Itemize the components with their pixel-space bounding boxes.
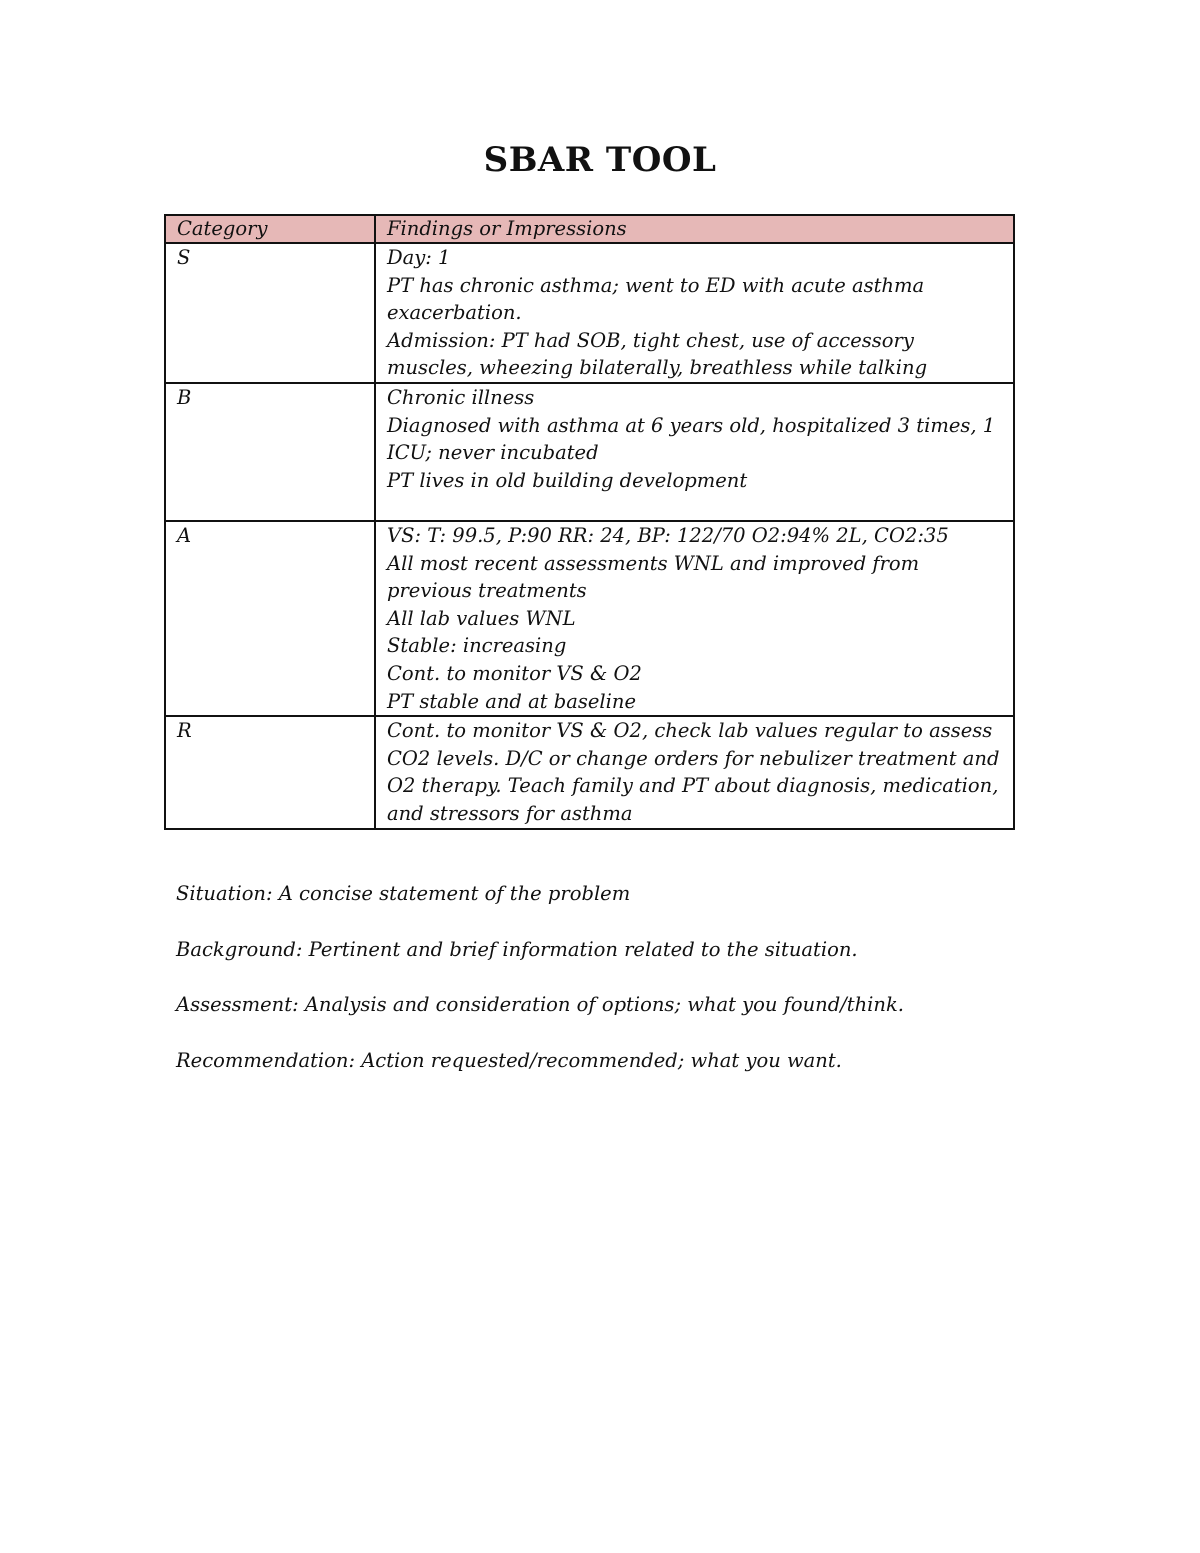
- findings-line: Cont. to monitor VS & O2, check lab values regular to assess CO2 levels. D/C or change orders for nebulizer treatment and O2 therapy. Teach family and PT about diagnosis, medication, and stressors for asthma: [387, 719, 1000, 825]
- note-situation: Situation: A concise statement of the problem: [176, 882, 631, 905]
- findings-line: PT lives in old building development: [387, 468, 748, 492]
- header-findings: Findings or Impressions: [375, 215, 1014, 243]
- page-title: SBAR TOOL: [483, 140, 717, 180]
- findings-line: Stable: increasing: [387, 634, 567, 658]
- note-background: Background: Pertinent and brief information related to the situation.: [176, 937, 858, 961]
- findings-cell: [375, 243, 1014, 383]
- category-cell: B: [165, 383, 375, 521]
- table-row-recommendation: [165, 716, 1014, 828]
- findings-line: All most recent assessments WNL and improved from previous treatments: [387, 551, 920, 603]
- category-cell: A: [165, 521, 375, 716]
- table-header-row: [165, 215, 1014, 243]
- category-cell: S: [165, 243, 375, 383]
- findings-line: Admission: PT had SOB, tight chest, use of accessory muscles, wheezing bilaterally, breathless while talking: [387, 328, 928, 380]
- sbar-definitions: [176, 880, 1076, 1102]
- findings-cell: [375, 383, 1014, 521]
- table-row-situation: [165, 243, 1014, 383]
- findings-line: Chronic illness: [387, 385, 535, 409]
- findings-line: VS: T: 99.5, P:90 RR: 24, BP: 122/70 O2:94% 2L, CO2:35: [387, 523, 949, 547]
- category-cell: R: [165, 716, 375, 828]
- findings-line: Cont. to monitor VS & O2: [387, 661, 642, 685]
- findings-cell: [375, 716, 1014, 828]
- findings-line: PT stable and at baseline: [387, 689, 637, 713]
- findings-line: All lab values WNL: [387, 606, 576, 630]
- findings-line: Day: 1: [387, 246, 451, 269]
- header-category: Category: [165, 215, 375, 243]
- note-recommendation: Recommendation: Action requested/recommended; what you want.: [176, 1048, 842, 1072]
- note-assessment: Assessment: Analysis and consideration of options; what you found/think.: [176, 993, 904, 1016]
- table-row-assessment: [165, 521, 1014, 716]
- sbar-table: [164, 214, 1015, 830]
- table-row-background: [165, 383, 1014, 521]
- findings-line: Diagnosed with asthma at 6 years old, hospitalized 3 times, 1 ICU; never incubated: [387, 413, 996, 465]
- findings-line: PT has chronic asthma; went to ED with acute asthma exacerbation.: [387, 273, 925, 325]
- findings-cell: [375, 521, 1014, 716]
